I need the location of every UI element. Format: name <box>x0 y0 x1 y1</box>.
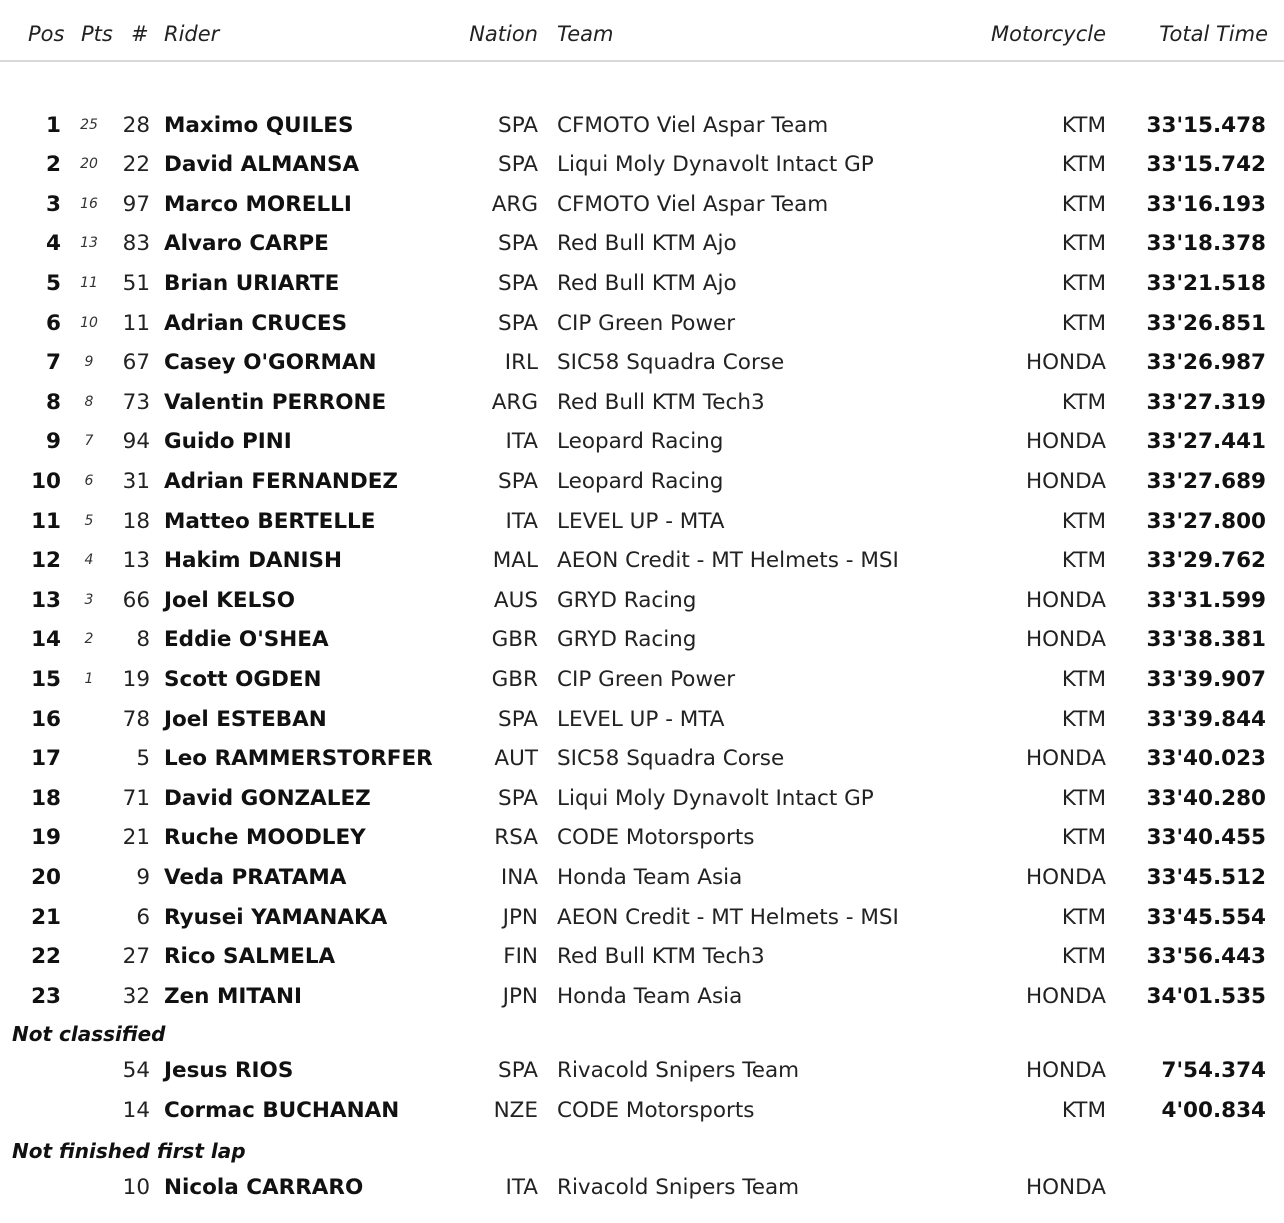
total-time-cell: 33'40.455 <box>1146 825 1266 851</box>
motorcycle-cell: KTM <box>1061 666 1106 692</box>
total-time-cell: 4'00.834 <box>1161 1097 1266 1123</box>
rider-last-name: O'SHEA <box>238 627 329 653</box>
rider-number-cell: 94 <box>122 429 150 455</box>
table-row <box>0 620 1284 660</box>
rider-last-name: OGDEN <box>235 666 322 692</box>
motorcycle-cell: KTM <box>1061 904 1106 930</box>
rider-name-cell <box>164 700 327 740</box>
rider-last-name: ESTEBAN <box>216 706 327 732</box>
team-cell: CODE Motorsports <box>557 1097 755 1123</box>
nation-cell: SPA <box>498 706 538 732</box>
header-number: # <box>131 22 149 46</box>
rider-last-name: QUILES <box>265 112 354 138</box>
rider-name-cell <box>164 1168 363 1208</box>
motorcycle-cell: HONDA <box>1025 468 1106 494</box>
position-cell: 5 <box>46 270 61 296</box>
table-row <box>0 145 1284 185</box>
points-cell: 9 <box>84 354 94 371</box>
nation-cell: FIN <box>503 944 538 970</box>
rider-last-name: BUCHANAN <box>262 1097 400 1123</box>
rider-first-name-text: Zen <box>164 983 210 1009</box>
header-pts: Pts <box>81 22 113 46</box>
rider-name-cell <box>164 581 295 621</box>
rider-first-name-text: David <box>164 152 234 178</box>
rider-name-cell <box>164 620 329 660</box>
position-cell <box>0 1051 61 1091</box>
total-time-cell: 33'39.907 <box>1146 666 1266 692</box>
position-cell: 8 <box>46 389 61 415</box>
total-time-cell: 33'27.441 <box>1146 429 1266 455</box>
rider-last-name: PRATAMA <box>231 864 347 890</box>
motorcycle-cell: HONDA <box>1025 864 1106 890</box>
table-row <box>0 581 1284 621</box>
table-row <box>0 739 1284 779</box>
table-row <box>0 937 1284 977</box>
rider-name-cell <box>164 541 342 581</box>
rider-first-name-text: Maximo <box>164 112 259 138</box>
motorcycle-cell: KTM <box>1061 944 1106 970</box>
rider-number-cell: 18 <box>122 508 150 534</box>
rider-first-name-text: Nicola <box>164 1175 239 1200</box>
rider-name-cell <box>164 343 377 383</box>
team-cell: LEVEL UP - MTA <box>557 706 725 732</box>
nation-cell: NZE <box>493 1097 538 1123</box>
total-time-cell: 33'45.554 <box>1146 904 1266 930</box>
total-time-cell: 33'18.378 <box>1146 231 1266 257</box>
rider-number-cell: 67 <box>122 350 150 376</box>
rider-name-cell <box>164 977 302 1017</box>
nation-cell: SPA <box>498 468 538 494</box>
rider-number-cell: 5 <box>136 746 150 772</box>
rider-last-name: FERNANDEZ <box>251 468 399 494</box>
rider-first-name-text: Marco <box>164 191 239 217</box>
rider-number-cell: 6 <box>136 904 150 930</box>
rider-number-cell: 19 <box>122 666 150 692</box>
rider-number-cell: 27 <box>122 944 150 970</box>
team-cell: SIC58 Squadra Corse <box>557 746 785 772</box>
rider-number-cell: 31 <box>122 468 150 494</box>
rider-last-name: CARRARO <box>246 1175 364 1200</box>
rider-number-cell: 54 <box>122 1058 150 1083</box>
nation-cell: SPA <box>498 270 538 296</box>
section-label-not-classified: Not classified <box>12 1022 166 1046</box>
rider-number-cell: 73 <box>122 389 150 415</box>
nation-cell: SPA <box>498 785 538 811</box>
rider-last-name: O'GORMAN <box>243 350 377 376</box>
points-cell <box>74 1091 104 1131</box>
total-time-cell: 33'29.762 <box>1146 548 1266 574</box>
rider-first-name-text: Scott <box>164 666 228 692</box>
nation-cell: SPA <box>498 1058 538 1083</box>
rider-first-name-text: Adrian <box>164 468 244 494</box>
total-time-cell: 33'40.280 <box>1146 785 1266 811</box>
points-cell <box>74 1168 104 1208</box>
rider-last-name: BERTELLE <box>257 508 376 534</box>
header-motorcycle: Motorcycle <box>991 22 1106 46</box>
points-cell: 25 <box>80 116 98 133</box>
position-cell: 18 <box>31 785 61 811</box>
header-pos: Pos <box>28 22 65 46</box>
nation-cell: SPA <box>498 310 538 336</box>
rider-last-name: YAMANAKA <box>251 904 388 930</box>
nation-cell: JPN <box>502 904 538 930</box>
rider-number-cell: 13 <box>122 548 150 574</box>
table-row <box>0 541 1284 581</box>
rider-name-cell <box>164 937 335 977</box>
motorcycle-cell: KTM <box>1061 112 1106 138</box>
total-time-cell: 33'21.518 <box>1146 270 1266 296</box>
team-cell: Red Bull KTM Tech3 <box>557 944 765 970</box>
position-cell: 1 <box>46 112 61 138</box>
rider-number-cell: 97 <box>122 191 150 217</box>
rider-first-name-text: Guido <box>164 429 235 455</box>
rider-first-name-text: Eddie <box>164 627 232 653</box>
position-cell: 4 <box>46 231 61 257</box>
points-cell: 3 <box>84 591 94 608</box>
total-time-cell: 34'01.535 <box>1146 983 1266 1009</box>
team-cell: GRYD Racing <box>557 587 697 613</box>
rider-name-cell <box>164 502 375 542</box>
rider-name-cell <box>164 383 386 423</box>
rider-name-cell <box>164 660 322 700</box>
motorcycle-cell: KTM <box>1061 231 1106 257</box>
table-row <box>0 700 1284 740</box>
motorcycle-cell: KTM <box>1061 508 1106 534</box>
motorcycle-cell: HONDA <box>1025 627 1106 653</box>
table-row <box>0 1091 1284 1131</box>
total-time-cell: 33'45.512 <box>1146 864 1266 890</box>
rider-number-cell: 11 <box>122 310 150 336</box>
points-cell <box>74 700 104 740</box>
table-row <box>0 462 1284 502</box>
total-time-cell: 33'27.319 <box>1146 389 1266 415</box>
position-cell: 2 <box>46 152 61 178</box>
motorcycle-cell: HONDA <box>1025 429 1106 455</box>
rider-name-cell <box>164 898 387 938</box>
rider-last-name: DANISH <box>248 548 343 574</box>
team-cell: CFMOTO Viel Aspar Team <box>557 191 829 217</box>
rider-name-cell <box>164 462 398 502</box>
motorcycle-cell: HONDA <box>1025 1058 1106 1083</box>
table-row <box>0 818 1284 858</box>
rider-name-cell <box>164 264 339 304</box>
total-time-cell: 33'16.193 <box>1146 191 1266 217</box>
rider-number-cell: 22 <box>122 152 150 178</box>
rider-first-name-text: Valentin <box>164 389 265 415</box>
rider-number-cell: 66 <box>122 587 150 613</box>
points-cell: 8 <box>84 393 94 410</box>
rider-first-name-text: Adrian <box>164 310 244 336</box>
nation-cell: AUS <box>493 587 538 613</box>
table-row <box>0 343 1284 383</box>
table-row <box>0 858 1284 898</box>
rider-number-cell: 32 <box>122 983 150 1009</box>
rider-first-name-text: Brian <box>164 270 229 296</box>
points-cell <box>74 739 104 779</box>
motorcycle-cell: KTM <box>1061 548 1106 574</box>
position-cell <box>0 1091 61 1131</box>
team-cell: Honda Team Asia <box>557 983 743 1009</box>
total-time-cell: 33'31.599 <box>1146 587 1266 613</box>
team-cell: Liqui Moly Dynavolt Intact GP <box>557 152 874 178</box>
team-cell: Honda Team Asia <box>557 864 743 890</box>
total-time-cell: 33'15.478 <box>1146 112 1266 138</box>
rider-first-name-text: Cormac <box>164 1097 255 1123</box>
rider-last-name: MOODLEY <box>246 825 366 851</box>
total-time-cell: 7'54.374 <box>1161 1058 1266 1083</box>
rider-name-cell <box>164 1091 399 1131</box>
points-cell: 2 <box>84 631 94 648</box>
rider-first-name-text: Ryusei <box>164 904 244 930</box>
rider-last-name: MITANI <box>216 983 303 1009</box>
total-time-cell: 33'27.800 <box>1146 508 1266 534</box>
team-cell: Red Bull KTM Ajo <box>557 270 737 296</box>
rider-name-cell <box>164 224 329 264</box>
rider-number-cell: 28 <box>122 112 150 138</box>
motorcycle-cell: HONDA <box>1025 983 1106 1009</box>
rider-last-name: URIARTE <box>235 270 340 296</box>
rider-first-name-text: Casey <box>164 350 236 376</box>
nation-cell: GBR <box>491 666 538 692</box>
table-row <box>0 898 1284 938</box>
rider-number-cell: 21 <box>122 825 150 851</box>
points-cell <box>74 818 104 858</box>
rider-first-name-text: Rico <box>164 944 216 970</box>
motorcycle-cell: KTM <box>1061 1097 1106 1123</box>
rider-number-cell: 51 <box>122 270 150 296</box>
points-cell: 6 <box>84 472 94 489</box>
rider-last-name: SALMELA <box>222 944 336 970</box>
position-cell: 9 <box>46 429 61 455</box>
total-time-cell: 33'39.844 <box>1146 706 1266 732</box>
table-row <box>0 383 1284 423</box>
rider-first-name-text: Joel <box>164 706 209 732</box>
table-row <box>0 185 1284 225</box>
table-row <box>0 224 1284 264</box>
table-row <box>0 660 1284 700</box>
points-cell: 1 <box>84 670 94 687</box>
position-cell: 7 <box>46 350 61 376</box>
rider-first-name-text: Alvaro <box>164 231 242 257</box>
position-cell: 10 <box>31 468 61 494</box>
rider-last-name: RAMMERSTORFER <box>214 746 433 772</box>
nation-cell: ITA <box>505 429 538 455</box>
rider-number-cell: 10 <box>122 1175 150 1200</box>
position-cell: 20 <box>31 864 61 890</box>
rider-name-cell <box>164 858 346 898</box>
nation-cell: ITA <box>505 508 538 534</box>
rider-last-name: MORELLI <box>245 191 352 217</box>
nation-cell: RSA <box>494 825 538 851</box>
nation-cell: MAL <box>492 548 538 574</box>
motorcycle-cell: KTM <box>1061 706 1106 732</box>
rider-name-cell <box>164 779 371 819</box>
position-cell: 13 <box>31 587 61 613</box>
rider-last-name: RIOS <box>234 1058 294 1083</box>
team-cell: Leopard Racing <box>557 429 724 455</box>
position-cell: 23 <box>31 983 61 1009</box>
total-time-cell <box>1100 1168 1266 1208</box>
header-nation: Nation <box>469 22 538 46</box>
nation-cell: JPN <box>502 983 538 1009</box>
motorcycle-cell: KTM <box>1061 270 1106 296</box>
motorcycle-cell: HONDA <box>1025 587 1106 613</box>
rider-last-name: CARPE <box>249 231 329 257</box>
rider-first-name-text: Leo <box>164 746 208 772</box>
rider-number-cell: 8 <box>136 627 150 653</box>
section-label-not-finished: Not finished first lap <box>12 1139 246 1163</box>
rider-last-name: GONZALEZ <box>240 785 371 811</box>
header-rider: Rider <box>164 22 220 46</box>
rider-name-cell <box>164 145 359 185</box>
team-cell: AEON Credit - MT Helmets - MSI <box>557 904 899 930</box>
motorcycle-cell: KTM <box>1061 825 1106 851</box>
rider-first-name-text: Ruche <box>164 825 239 851</box>
rider-name-cell <box>164 739 433 779</box>
points-cell: 7 <box>84 433 94 450</box>
rider-number-cell: 71 <box>122 785 150 811</box>
team-cell: LEVEL UP - MTA <box>557 508 725 534</box>
nation-cell: SPA <box>498 152 538 178</box>
nation-cell: ARG <box>491 389 538 415</box>
rider-last-name: KELSO <box>216 587 296 613</box>
position-cell: 17 <box>31 746 61 772</box>
table-row <box>0 106 1284 146</box>
points-cell: 4 <box>84 552 94 569</box>
total-time-cell: 33'56.443 <box>1146 944 1266 970</box>
points-cell <box>74 858 104 898</box>
nation-cell: GBR <box>491 627 538 653</box>
rider-first-name-text: David <box>164 785 234 811</box>
motorcycle-cell: KTM <box>1061 310 1106 336</box>
position-cell <box>0 1168 61 1208</box>
points-cell <box>74 898 104 938</box>
table-row <box>0 1168 1284 1208</box>
points-cell <box>74 1051 104 1091</box>
rider-name-cell <box>164 422 292 462</box>
table-row <box>0 502 1284 542</box>
team-cell: Rivacold Snipers Team <box>557 1058 800 1083</box>
motorcycle-cell: HONDA <box>1025 1175 1106 1200</box>
motorcycle-cell: HONDA <box>1025 350 1106 376</box>
points-cell: 11 <box>80 274 98 291</box>
total-time-cell: 33'40.023 <box>1146 746 1266 772</box>
rider-first-name-text: Joel <box>164 587 209 613</box>
nation-cell: INA <box>500 864 538 890</box>
nation-cell: IRL <box>504 350 538 376</box>
rider-number-cell: 78 <box>122 706 150 732</box>
team-cell: CIP Green Power <box>557 310 736 336</box>
total-time-cell: 33'15.742 <box>1146 152 1266 178</box>
position-cell: 11 <box>31 508 61 534</box>
points-cell <box>74 937 104 977</box>
header-total-time: Total Time <box>1159 22 1268 46</box>
points-cell: 16 <box>80 195 98 212</box>
points-cell: 13 <box>80 235 98 252</box>
total-time-cell: 33'26.851 <box>1146 310 1266 336</box>
rider-name-cell <box>164 304 347 344</box>
points-cell <box>74 779 104 819</box>
rider-last-name: PERRONE <box>271 389 387 415</box>
rider-name-cell <box>164 1051 293 1091</box>
rider-first-name-text: Jesus <box>164 1058 228 1083</box>
nation-cell: AUT <box>494 746 538 772</box>
position-cell: 15 <box>31 666 61 692</box>
motorcycle-cell: KTM <box>1061 785 1106 811</box>
position-cell: 21 <box>31 904 61 930</box>
nation-cell: SPA <box>498 231 538 257</box>
total-time-cell: 33'27.689 <box>1146 468 1266 494</box>
team-cell: CIP Green Power <box>557 666 736 692</box>
rider-last-name: CRUCES <box>251 310 348 336</box>
team-cell: GRYD Racing <box>557 627 697 653</box>
table-row <box>0 264 1284 304</box>
rider-name-cell <box>164 818 366 858</box>
position-cell: 12 <box>31 548 61 574</box>
rider-last-name: PINI <box>241 429 292 455</box>
rider-number-cell: 14 <box>122 1097 150 1123</box>
team-cell: SIC58 Squadra Corse <box>557 350 785 376</box>
nation-cell: ARG <box>491 191 538 217</box>
total-time-cell: 33'38.381 <box>1146 627 1266 653</box>
position-cell: 6 <box>46 310 61 336</box>
points-cell: 5 <box>84 512 94 529</box>
team-cell: Red Bull KTM Ajo <box>557 231 737 257</box>
position-cell: 16 <box>31 706 61 732</box>
table-row <box>0 304 1284 344</box>
total-time-cell: 33'26.987 <box>1146 350 1266 376</box>
motorcycle-cell: KTM <box>1061 191 1106 217</box>
points-cell <box>74 977 104 1017</box>
team-cell: Liqui Moly Dynavolt Intact GP <box>557 785 874 811</box>
table-row <box>0 1051 1284 1091</box>
team-cell: AEON Credit - MT Helmets - MSI <box>557 548 899 574</box>
team-cell: CFMOTO Viel Aspar Team <box>557 112 829 138</box>
points-cell: 10 <box>80 314 98 331</box>
points-cell: 20 <box>80 156 98 173</box>
position-cell: 19 <box>31 825 61 851</box>
table-row <box>0 977 1284 1017</box>
position-cell: 14 <box>31 627 61 653</box>
team-cell: Rivacold Snipers Team <box>557 1175 800 1200</box>
position-cell: 3 <box>46 191 61 217</box>
position-cell: 22 <box>31 944 61 970</box>
nation-cell: ITA <box>505 1175 538 1200</box>
motorcycle-cell: KTM <box>1061 152 1106 178</box>
header-team: Team <box>557 22 614 46</box>
rider-first-name-text: Veda <box>164 864 224 890</box>
rider-first-name-text: Matteo <box>164 508 250 534</box>
rider-number-cell: 83 <box>122 231 150 257</box>
nation-cell: SPA <box>498 112 538 138</box>
rider-name-cell <box>164 106 353 146</box>
team-cell: Red Bull KTM Tech3 <box>557 389 765 415</box>
table-row <box>0 422 1284 462</box>
table-header <box>0 0 1284 62</box>
rider-name-cell <box>164 185 352 225</box>
team-cell: Leopard Racing <box>557 468 724 494</box>
motorcycle-cell: HONDA <box>1025 746 1106 772</box>
rider-number-cell: 9 <box>136 864 150 890</box>
table-row <box>0 779 1284 819</box>
motorcycle-cell: KTM <box>1061 389 1106 415</box>
rider-first-name-text: Hakim <box>164 548 241 574</box>
team-cell: CODE Motorsports <box>557 825 755 851</box>
rider-last-name: ALMANSA <box>240 152 360 178</box>
